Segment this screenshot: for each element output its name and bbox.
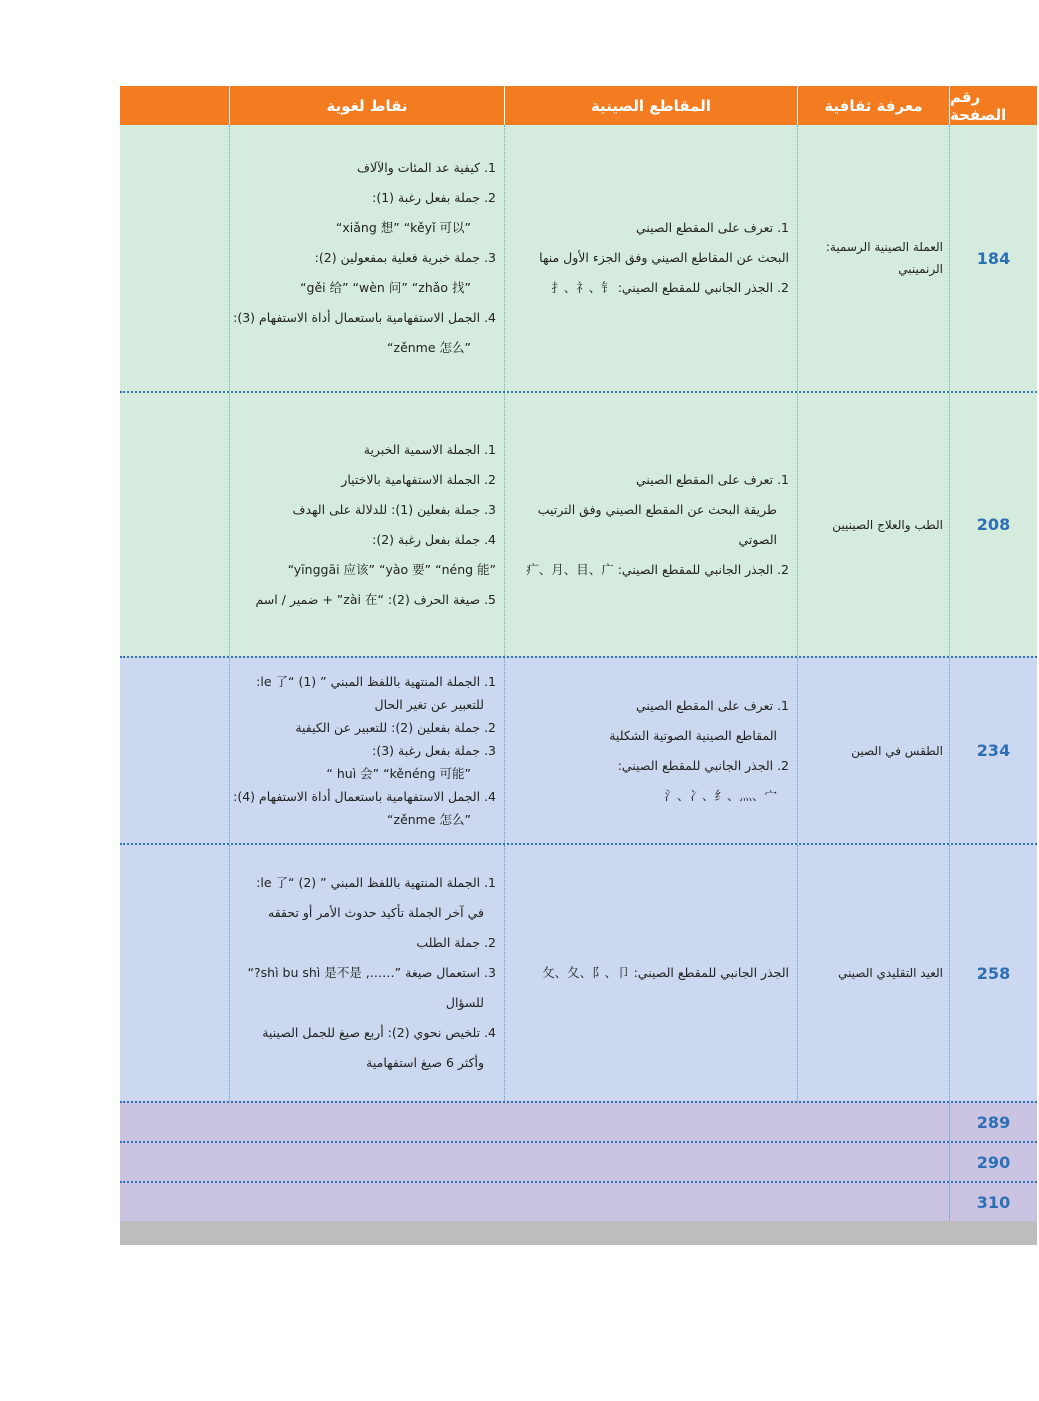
ling-line: 4. تلخيص نحوي (2): أربع صيغ للجمل الصينية [262,1025,496,1040]
chinese-characters [504,125,797,391]
header-empty-cell [120,86,229,125]
ling-line: 4. الجمل الاستفهامية باستعمال أداة الاستفهام (3): [233,310,496,325]
linguistic-points [229,658,504,843]
ling-line: 2. الجملة الاستفهامية بالاختيار [341,471,496,487]
table-row [120,656,1037,843]
ling-line: للتعبير عن تغير الحال [374,697,484,712]
cultural-knowledge: الطب والعلاج الصينيين [797,393,949,656]
ling-line: 1. كيفية عد المئات والآلاف [357,160,496,175]
linguistic-points [229,393,504,656]
ling-line: 1. الجملة الاسمية الخبرية [363,441,496,457]
table-row [120,1181,1037,1221]
empty-cell [120,393,229,656]
ling-line: 1. الجملة المنتهية باللفظ المبني ” le 了“ (1): [256,674,496,689]
header-chinese-characters: المقاطع الصينية [504,86,797,125]
chars-line: 1. تعرف على المقطع الصيني [635,220,789,235]
chars-line: الجذر الجانبي للمقطع الصيني: 攵、夂、阝、卩 [542,965,789,980]
ling-line: وأكثر 6 صيغ استفهامية [366,1055,484,1070]
cultural-knowledge: العيد التقليدي الصيني [797,845,949,1101]
linguistic-points [229,125,504,391]
ling-line: “zěnme 怎么” [387,340,471,355]
chars-line: البحث عن المقاطع الصيني وفق الجزء الأول منها [539,250,789,265]
chinese-characters [504,658,797,843]
ling-line: 2. جملة بفعل رغبة (1): [372,190,496,205]
ling-line: 4. الجمل الاستفهامية باستعمال أداة الاستفهام (4): [233,789,496,804]
ling-line: للسؤال [445,995,484,1010]
chars-line: طريقة البحث عن المقطع الصيني وفق الترتيب [537,501,777,517]
page-number: 208 [949,393,1037,656]
empty-cell [120,1103,949,1141]
chinese-characters [504,845,797,1101]
ling-line: 3. جملة خبرية فعلية بمفعولين (2): [314,250,496,265]
ling-line: 3. جملة بفعل رغبة (3): [372,743,496,758]
chars-line: 氵、冫、纟、灬、宀 [664,787,777,803]
linguistic-points [229,845,504,1101]
chars-line: المقاطع الصينية الصوتية الشكلية [609,727,777,743]
empty-cell [120,1143,949,1181]
ling-line: 3. استعمال صيغة ”……, shì bu shì 是不是?“ [247,965,496,980]
page-number: 184 [949,125,1037,391]
chars-line: 2. الجذر الجانبي للمقطع الصيني: 疒、月、目、广 [526,561,789,577]
page-number: 234 [949,658,1037,843]
ling-line: في آخر الجملة تأكيد حدوث الأمر أو تحققه [268,905,484,920]
ling-line: “gěi 给” “wèn 问” “zhǎo 找” [300,280,471,295]
chars-line: 2. الجذر الجانبي للمقطع الصيني: 扌、礻、钅 [551,280,789,295]
header-linguistic-points: نقاط لغوية [229,86,504,125]
ling-line: “ huì 会” “kěnéng 可能” [326,766,471,781]
chinese-characters [504,393,797,656]
header-cultural-knowledge: معرفة ثقافية [797,86,949,125]
table-header [120,86,1037,125]
ling-line: 3. جملة بفعلين (1): للدلالة على الهدف [292,501,496,517]
empty-cell [120,1183,949,1221]
header-page-number: رقم الصفحة [949,86,1037,125]
page-number: 310 [949,1183,1037,1221]
page-number: 258 [949,845,1037,1101]
page-number: 290 [949,1143,1037,1181]
cultural-knowledge: العملة الصينية الرسمية: الرنمينبي [797,125,949,391]
ling-line: 2. جملة الطلب [416,935,496,950]
empty-cell [120,845,229,1101]
empty-cell [120,125,229,391]
ling-line: 1. الجملة المنتهية باللفظ المبني ” le 了“ (2): [256,875,496,890]
chars-line: 1. تعرف على المقطع الصيني [635,471,789,487]
table-row [120,1141,1037,1181]
table-row [120,843,1037,1101]
chars-line: الصوتي [738,531,777,547]
ling-line: 4. جملة بفعل رغبة (2): [372,531,496,547]
ling-line: 2. جملة بفعلين (2): للتعبير عن الكيفية [295,720,496,735]
ling-line: 5. صيغة الحرف (2): “zài 在” + ضمير / اسم [255,591,496,607]
cultural-knowledge: الطقس في الصين [797,658,949,843]
ling-line: “yīnggāi 应该” “yào 要” “néng 能” [287,561,496,577]
ling-line: “zěnme 怎么” [387,812,471,827]
table-row [120,391,1037,656]
ling-line: “xiǎng 想” “kěyǐ 可以” [335,220,471,235]
chars-line: 1. تعرف على المقطع الصيني [635,697,789,713]
empty-cell [120,658,229,843]
table-footer-bar [120,1221,1037,1245]
chars-line: 2. الجذر الجانبي للمقطع الصيني: [617,757,789,773]
table-row [120,125,1037,391]
table-of-contents [120,86,1037,1245]
table-row [120,1101,1037,1141]
page-number: 289 [949,1103,1037,1141]
